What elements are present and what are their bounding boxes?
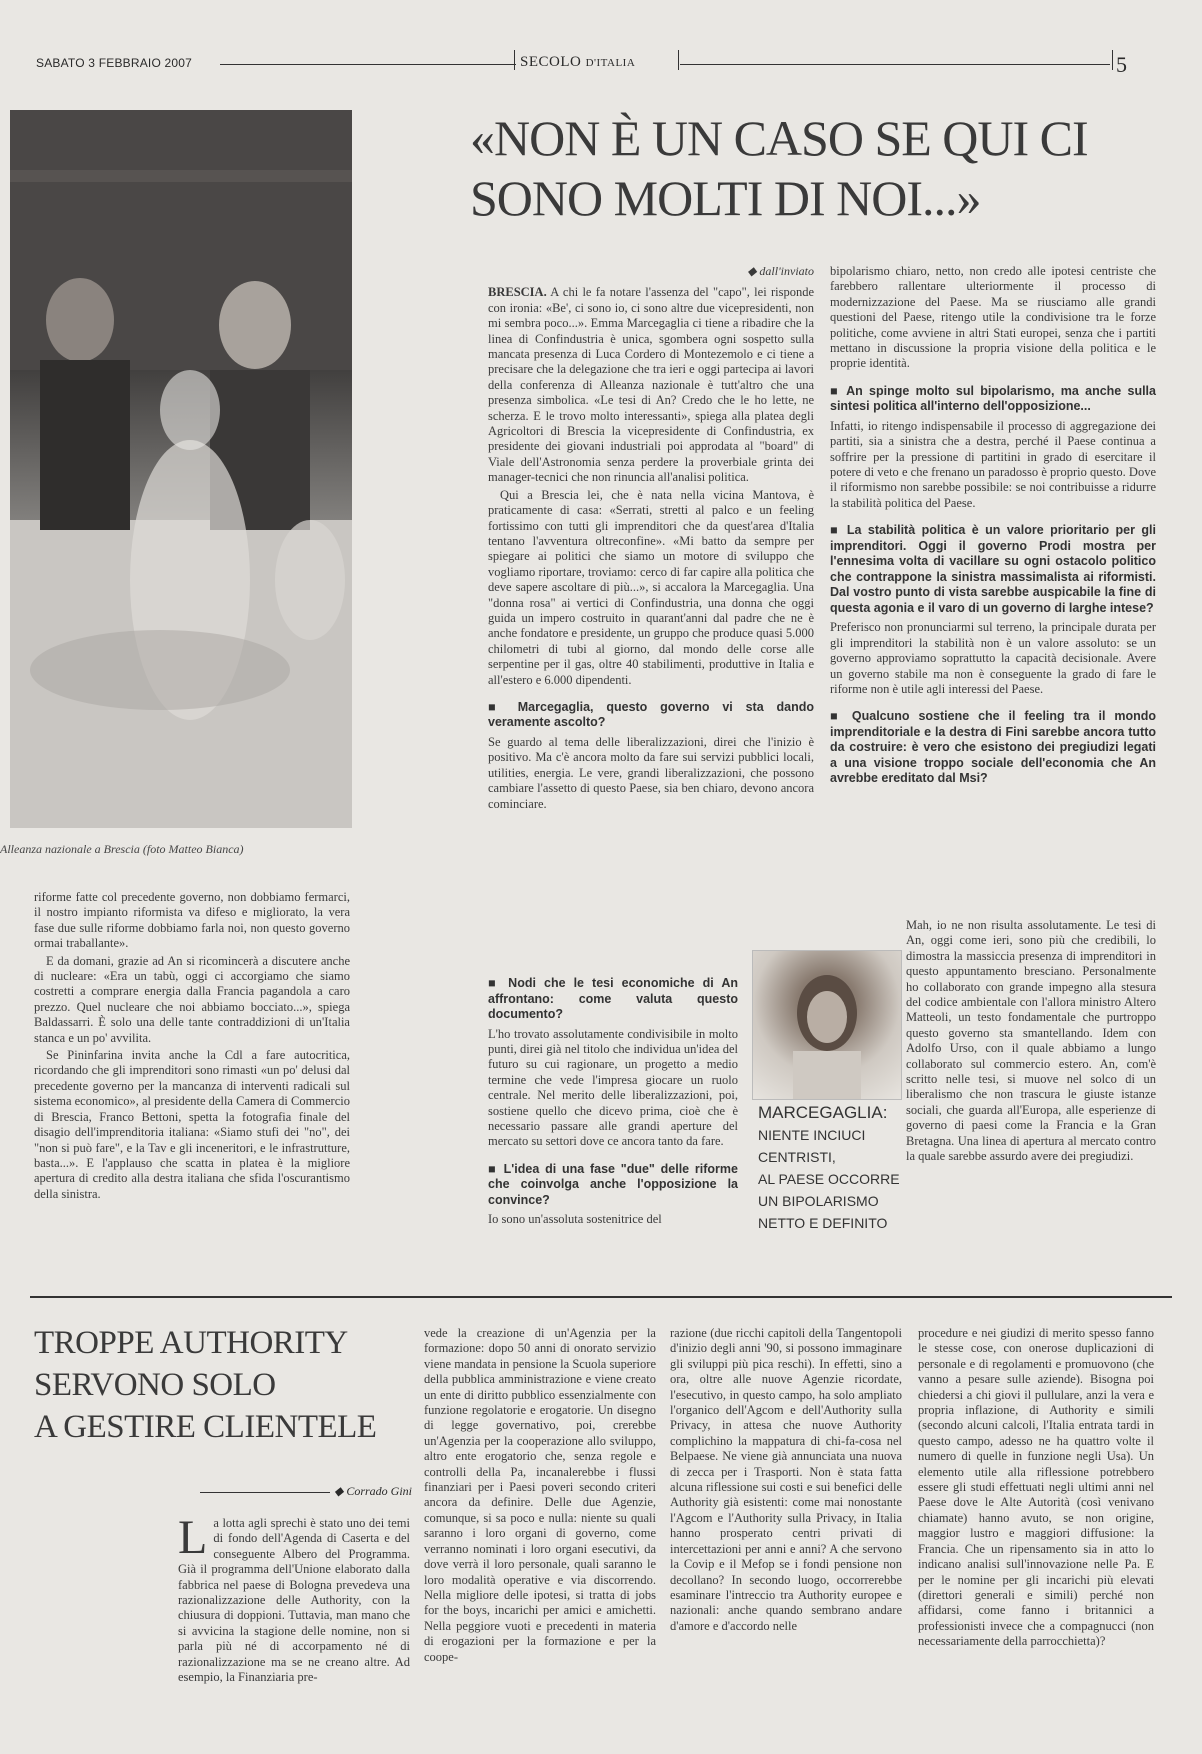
masthead — [520, 54, 635, 71]
interview-question: ■ Marcegaglia, questo governo vi sta dando veramente ascolto? — [488, 699, 814, 730]
masthead-title: SECOLO — [520, 54, 582, 70]
bottom-byline-text: ◆ Corrado Gini — [334, 1484, 412, 1498]
article-column-3-lower — [906, 918, 1156, 1167]
paragraph: Se Pininfarina invita anche la Cdl a fare autocritica, ricordando che gli imprenditori sono rimasti «un po' delusi dal precedente governo per la mancanza di interventi radicali sul sistema economico», al presidente della Camera di Commercio di Brescia, Franco Bettoni, spetta la fotografia finale del disagio dell'imprenditoria italiana: «Siamo stufi dei "no", dei "non si può fare", e la Tav e gli inceneritori, e le infrastrutture, basta...». E l'applauso che scatta in platea è la migliore apertura di credito alla destra italiana che sfida l'oscurantismo della sinistra. — [34, 1048, 350, 1201]
portrait-photo — [752, 950, 902, 1100]
pull-quote-line: CENTRISTI, — [758, 1149, 836, 1165]
header-rule — [220, 64, 516, 65]
bottom-column-2 — [424, 1326, 656, 1665]
conference-photo — [10, 110, 352, 828]
pull-quote-line: MARCEGAGLIA: — [758, 1103, 888, 1122]
pull-quote-line: UN BIPOLARISMO — [758, 1193, 879, 1209]
paragraph: a lotta agli sprechi è stato uno dei temi di fondo dell'Agenda di Caserta e del conseguente Albero del Programma. Già il programma dell'Unione elaborato dalla fabbrica nel paese di Bologna prevedeva una razionalizzazione delle Authority, con la chiusura di doppioni. Tuttavia, man mano che si avvicina la stagione delle nomine, non si parla più né di accorpamento né di razionalizzazione ma se ne creano altre. Ad esempio, la Finanziaria pre- — [178, 1516, 410, 1685]
paragraph: Qui a Brescia lei, che è nata nella vicina Mantova, è praticamente di casa: «Serrati, stretti al palco e un feeling fortissimo con tutti gli imprenditori che da quest'area d'Italia tentano l'avventura oltreconfine». «Mi batto da sempre per spiegare ai politici che siamo un motore di sviluppo che vogliamo riportare, troviamo: cerco di far capire alla politica che deve sapere ascoltare di più...», si accalora la Marcegaglia. Una "donna rosa" ai vertici di Confindustria, una donna che oggi guida un impero costruito in quarant'anni dal padre che ne è anche fondatore e presidente, un gruppo che produce quasi 5.000 chilometri di tubi al giorno, dal mondo delle corse alle serpentine per il gas, oltre 40 stabilimenti, produttive in Italia e all'estero e 6.000 dipendenti. — [488, 487, 814, 687]
issue-date: SABATO 3 FEBBRAIO 2007 — [36, 56, 193, 70]
paragraph: vede la creazione di un'Agenzia per la formazione: dopo 50 anni di onorato servizio viene mandata in pensione la Scuola superiore della pubblica amministrazione e viene creato un ente di diritto pubblico essenzialmente con funzione regolatorie e erogatorie. Un disegno di legge governativo, poi, crerebbe un'Agenzia per la cooperazione allo sviluppo, altro ente erogatorio che, senza regole e controlli della Pa, incanalerebbe i flussi finanziari per i Paesi poveri secondo criteri ancora da definire. Delle due Agenzie, comunque, si sa poco e nulla: niente su quali saranno i loro organi di governo, come verranno nominati i loro organi esecutivi, da dove verrà il loro personale, quali saranno le loro modalità operative e via discorrendo. Nella migliore delle ipotesi, si tratta di jobs for the boys, incarichi per amici e amichetti. Nella peggiore vuoti e precedenti in materia di erogazioni per la formazione e per la coope- — [424, 1326, 656, 1664]
byline-rule — [200, 1492, 330, 1493]
paragraph: riforme fatte col precedente governo, non dobbiamo fermarci, il nostro impianto riformista va difeso e migliorato, la vera fase due sulle riforme dobbiamo farla noi, non questo governo ormai traballante». — [34, 890, 350, 951]
paragraph: E da domani, grazie ad An si ricomincerà a discutere anche di nucleare: «Era un tabù, oggi ci accorgiamo che siamo costretti a comprare energia dalla Francia pagandola a caro prezzo. Quel nucleare che noi abbiamo bocciato...», spiega Baldassarri. È solo una delle tante contraddizioni di un'Italia stanca e un po' avvilita. — [34, 953, 350, 1045]
bottom-headline — [34, 1322, 414, 1448]
interview-question: ■ Nodi che le tesi economiche di An affrontano: come valuta questo documento? — [488, 976, 738, 1021]
paragraph: bipolarismo chiaro, netto, non credo alle ipotesi centriste che farebbero rallentare ulteriormente il processo di modernizzazione del Paese. Ma se riusciamo alle grandi questioni del Paese, ritengo utile la condivisione tra le forze politiche, come avviene in altri Stati europei, senza che i partiti mettano in discussione la propria visione della politica e le proprie identità. — [830, 264, 1156, 371]
article-column-3 — [830, 264, 1156, 791]
bottom-headline-line: TROPPE AUTHORITY — [34, 1325, 348, 1361]
bottom-headline-line: A GESTIRE CLIENTELE — [34, 1409, 377, 1445]
interview-answer: Io sono un'assoluta sostenitrice del — [488, 1212, 662, 1227]
main-headline: «NON È UN CASO SE QUI CI SONO MOLTI DI NOI...» — [470, 110, 1088, 226]
article-column-1 — [34, 890, 350, 1204]
interview-answer: Mah, io ne non risulta assolutamente. Le tesi di An, oggi come ieri, sono più che credibili, lo dimostra la massiccia presenza di imprenditori in questo appuntamento bresciano. Personalmente ho collaborato con grande impegno alla stesura del codice ambientale con l'allora ministro Altero Matteoli, un testo fondamentale che purtroppo questo governo sta smantellando. Idem con Adolfo Urso, con il quale abbiamo a lungo collaborato sul commercio estero. An, com'è scritto nelle tesi, si muove nel solco di un liberalismo che non trascura le giuste istanze sociali, che guarda all'Europa, alle esperienze di governo di paesi come la Francia e la Gran Bretagna. Una linea di apertura al mercato contro la quale sarebbe assurdo avere dei pregiudizi. — [906, 918, 1156, 1164]
header-bar-right — [678, 50, 679, 70]
section-divider — [30, 1296, 1172, 1298]
bottom-byline — [180, 1484, 412, 1499]
page-number-bar — [1112, 50, 1113, 70]
interview-question: ■ L'idea di una fase "due" delle riforme che coinvolga anche l'opposizione la convince? — [488, 1161, 738, 1207]
paragraph: razione (due ricchi capitoli della Tangentopoli d'inizio degli anni '90, si possono immaginare gli sviluppi più pica reschi). In effetti, sino a ora, oltre alle nuove Agenzie ricordate, l'esecutivo, in questo campo, ha solo ampliato l'organico dell'Agcom e dell'Authority sulla Privacy, in attesa che nuove Authority complichino la mappatura di chi-fa-cosa nel Belpaese. Ne viene già annunciata una nuova di zecca per i Trasporti. Non è stata fatta alcuna riflessione sui costi e sui benefici delle Authority già esistenti: come mai nonostante l'Agcom e l'Authority sulla Privacy, in Italia hanno prosperato centri privati di intercettazioni per anni e anni? A che servono la Covip e il Mefop se i fondi pensione non decollano? In secondo luogo, occorrerebbe esaminare l'intreccio tra Authority europee e nazionali: anche quando sembrano andare d'amore e d'accordo nelle — [670, 1326, 902, 1633]
header-rule-right — [680, 64, 1110, 65]
paragraph: procedure e nei giudizi di merito spesso fanno le stesse cose, con onerose duplicazioni di personale e di regolamenti e promuovono (che vanno a pesare sulle aziende). Bisogna poi chiedersi a chi giovi il pullulare, anzi la vera e propria inflazione, di Authority e simili (secondo alcuni calcoli, l'Italia entrata tardi in questo campo, adesso ne ha quattro volte il numero di quelle in funzione negli Usa). Un elemento utile alla riflessione potrebbero essere gli studi effettuati negli ultimi anni nel Paese dove le Alte Autorità (così venivano chiamate) hanno avuto, se non origine, maggior lustro e maggiori diffusione: la Francia. Che un ripensamento sia in atto lo indicano analisi sull'innovazione nelle Pa. E per le nomine per gli incarichi più elevati (direttori generali e simili) perché non affidarsi, come fanno i britannici a professionisti invece che a compagnucci (non necessariamente della parrocchietta)? — [918, 1326, 1154, 1649]
pull-quote-line: AL PAESE OCCORRE — [758, 1171, 900, 1187]
bottom-headline-line: SERVONO SOLO — [34, 1367, 276, 1403]
interview-question: ■ Qualcuno sostiene che il feeling tra il mondo imprenditoriale e la destra di Fini sarebbe ancora tutto da costruire: è vero che esistono dei pregiudizi legati a una visione troppo sociale dell'economia che An avrebbe ereditato dal Msi? — [830, 709, 1156, 786]
paragraph: A chi le fa notare l'assenza del "capo", lei risponde con ironia: «Be', ci sono io, ci sono altre due vicepresidenti, non mi sembra poco...». Emma Marcegaglia ci tiene a ribadire che la linea di Confindustria è unica, sgombera ogni sospetto sulla mancata presenza di Luca Cordero di Montezemolo e ci tiene a precisare che la delegazione che tra ieri e oggi partecipa ai lavori della conferenza di Alleanza nazionale è tutt'altro che una presenza simbolica. «Le tesi di An? Credo che le ho lette, ne scherza. E le trovo molto interessanti», spiega alla platea degli Agricoltori di Brescia la vicepresidente di Confindustria, ex presidente dei giovani industriali poi approdata al "board" di Viale dell'Astronomia senza perdere la proverbiale grinta dei manager-tecnici che non rinuncia all'analisi politica. — [488, 285, 814, 485]
interview-question: ■ La stabilità politica è un valore prioritario per gli imprenditori. Oggi il governo Prodi mostra per l'ennesima volta di vacillare su ogni ostacolo politico che contrappone la sinistra massimalista ai riformisti. Dal vostro punto di vista sarebbe auspicabile la fine di questa agonia e il varo di un governo di larghe intese? — [830, 523, 1156, 615]
interview-answer: Preferisco non pronunciarmi sul terreno, la principale durata per gli imprenditori la stabilità non è un valore assoluto: se un governo approviamo soprattutto la capacità decisionale. Avere un governo stabile ma non è conseguente la grado di fare le riforme non è utile agli interessi del Paese. — [830, 620, 1156, 696]
interview-answer: Infatti, io ritengo indispensabile il processo di aggregazione dei partiti, sia a sinistra che a destra, perché il Paese continua a soffrire per la pressione di partitini in grado di esercitare il potere di veto e che frenano un paradosso è proprio questo. Dove il riformismo non sarebbe possibile: se noi contribuisse a ridurre la stabilità politica del Paese. — [830, 418, 1156, 510]
header-bar-left — [514, 50, 515, 70]
drop-cap: L — [178, 1511, 208, 1564]
pull-quote-line: NETTO E DEFINITO — [758, 1215, 888, 1231]
byline: ◆ dall'inviato — [747, 264, 814, 278]
bottom-column-3 — [670, 1326, 902, 1634]
pull-quote-line: NIENTE INCIUCI — [758, 1127, 866, 1143]
bottom-column-4 — [918, 1326, 1154, 1650]
article-column-2-lower — [488, 964, 738, 1230]
page-number: 5 — [1116, 52, 1127, 77]
article-column-2 — [488, 264, 814, 814]
interview-question: ■ An spinge molto sul bipolarismo, ma anche sulla sintesi politica all'interno dell'opposizione... — [830, 383, 1156, 414]
bottom-column-1 — [178, 1511, 410, 1685]
interview-answer: Se guardo al tema delle liberalizzazioni, direi che l'inizio è positivo. Ma c'è ancora molto da fare sui servizi pubblici locali, utilities, energia. Le vere, grandi liberalizzazioni, che possono cambiare l'assetto di questo Paese, sia ben chiaro, devono ancora cominciare. — [488, 734, 814, 811]
photo-caption: Alleanza nazionale a Brescia (foto Matteo Bianca) — [0, 842, 244, 856]
dateline: BRESCIA. — [488, 285, 547, 300]
pull-quote — [758, 1102, 900, 1234]
interview-answer: L'ho trovato assolutamente condivisibile in molto punti, direi già nel titolo che individua un'idea del futuro su cui ragionare, un progetto a medio termine che vede l'impresa giocare un ruolo centrale. Nel merito delle liberalizzazioni, poi, sostiene quello che dicevo prima, cioè che è necessario passare alle grandi aperture del mercato su settori dove ce ancora tanto da fare. — [488, 1026, 738, 1149]
masthead-subtitle: D'ITALIA — [585, 57, 636, 69]
